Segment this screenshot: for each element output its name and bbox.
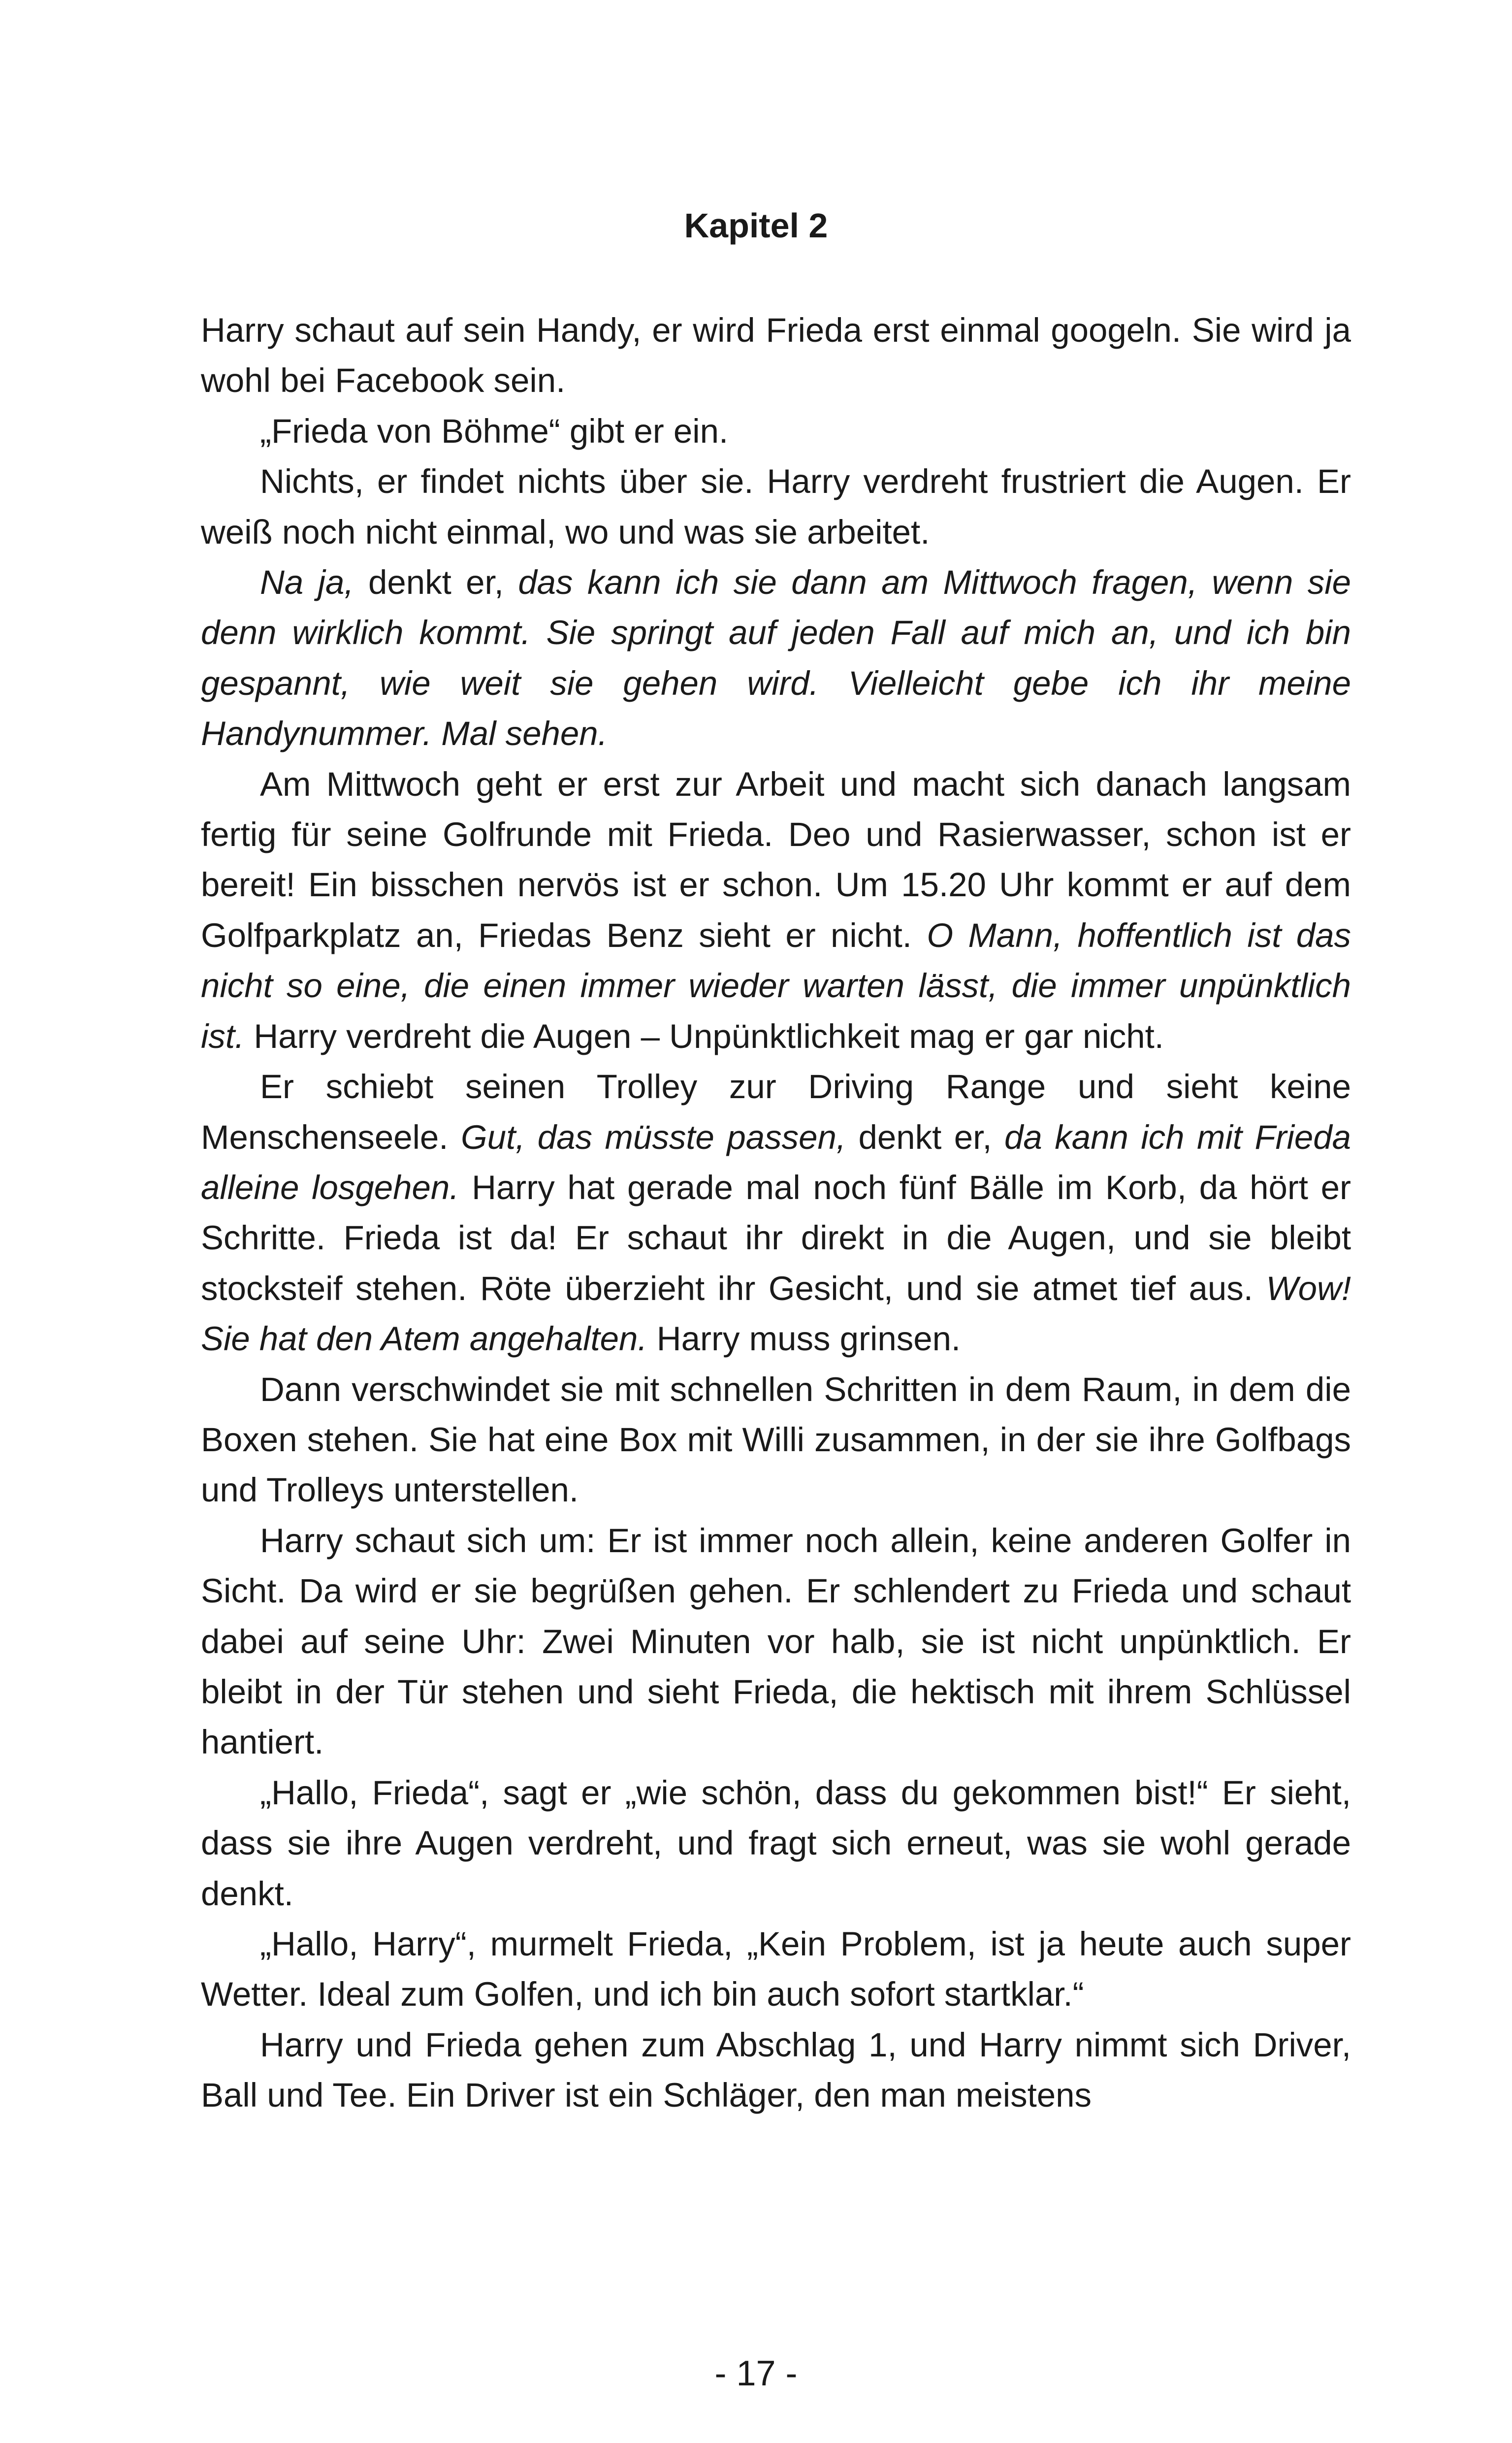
- narration: denkt er,: [846, 1118, 1004, 1156]
- page-number: - 17 -: [714, 2354, 798, 2393]
- paragraph-3: Nichts, er findet nichts über sie. Harry verdreht frustriert die Augen. Er weiß noch nicht einmal, wo und was sie arbeitet.: [201, 462, 1351, 551]
- narration: Harry verdreht die Augen – Unpünktlichkeit mag er gar nicht.: [244, 1017, 1164, 1055]
- inner-thought: da kann ich mit Frieda alleine losgehen.: [201, 1118, 1351, 1206]
- paragraph-5: [201, 759, 1351, 1062]
- paragraph-4: [201, 557, 1351, 759]
- paragraph-1: Harry schaut auf sein Handy, er wird Frieda erst einmal googeln. Sie wird ja wohl bei Facebook sein.: [201, 311, 1351, 400]
- narration: Am Mittwoch geht er erst zur Arbeit und macht sich danach langsam fertig für seine Golfrunde mit Frieda. Deo und Rasierwasser, schon ist er bereit! Ein bisschen nervös ist er schon. Um 15.20 Uhr kommt er auf dem Golfparkplatz an, Friedas Benz sieht er nicht.: [201, 765, 1351, 954]
- paragraph-7: Dann verschwindet sie mit schnellen Schritten in dem Raum, in dem die Boxen stehen. Sie hat eine Box mit Willi zusammen, in der sie ihre Golfbags und Trolleys unterstellen.: [201, 1370, 1351, 1509]
- inner-thought: Wow! Sie hat den Atem angehalten.: [201, 1269, 1351, 1358]
- narration: Er schiebt seinen Trolley zur Driving Range und sieht keine Menschenseele.: [201, 1068, 1351, 1156]
- chapter-title: Kapitel 2: [684, 206, 828, 245]
- inner-thought: O Mann, hoffentlich ist das nicht so eine, die einen immer wieder warten lässt, die immer unpünktlich ist.: [201, 916, 1351, 1055]
- paragraph-9: „Hallo, Frieda“, sagt er „wie schön, dass du gekommen bist!“ Er sieht, dass sie ihre Augen verdreht, und fragt sich erneut, was sie wohl gerade denkt.: [201, 1773, 1351, 1913]
- inner-thought: Na ja,: [260, 563, 354, 602]
- paragraph-10: „Hallo, Harry“, murmelt Frieda, „Kein Problem, ist ja heute auch super Wetter. Ideal zum Golfen, und ich bin auch sofort startklar.“: [201, 1925, 1351, 2014]
- paragraph-11: Harry und Frieda gehen zum Abschlag 1, und Harry nimmt sich Driver, Ball und Tee. Ein Driver ist ein Schläger, den man meistens: [201, 2025, 1351, 2115]
- narration: Harry hat gerade mal noch fünf Bälle im Korb, da hört er Schritte. Frieda ist da! Er schaut ihr direkt in die Augen, und sie bleibt stocksteif stehen. Röte überzieht ihr Gesicht, und sie atmet tief aus.: [201, 1168, 1351, 1307]
- inner-thought: das kann ich sie dann am Mittwoch fragen, wenn sie denn wirklich kommt. Sie springt auf jeden Fall auf mich an, und ich bin gespannt, wie weit sie gehen wird. Vielleicht gebe ich ihr meine Handynummer. Mal sehen.: [201, 563, 1351, 753]
- paragraph-6: [201, 1062, 1351, 1364]
- paragraph-8: Harry schaut sich um: Er ist immer noch allein, keine anderen Golfer in Sicht. Da wird er sie begrüßen gehen. Er schlendert zu Frieda und schaut dabei auf seine Uhr: Zwei Minuten vor halb, sie ist nicht unpünktlich. Er bleibt in der Tür stehen und sieht Frieda, die hektisch mit ihrem Schlüssel hantiert.: [201, 1521, 1351, 1761]
- narration: Harry muss grinsen.: [647, 1320, 961, 1358]
- paragraph-2: „Frieda von Böhme“ gibt er ein.: [260, 412, 729, 450]
- inner-thought: Gut, das müsste passen,: [460, 1118, 846, 1156]
- narration: denkt er,: [354, 563, 518, 602]
- chapter-body: [201, 305, 1351, 2121]
